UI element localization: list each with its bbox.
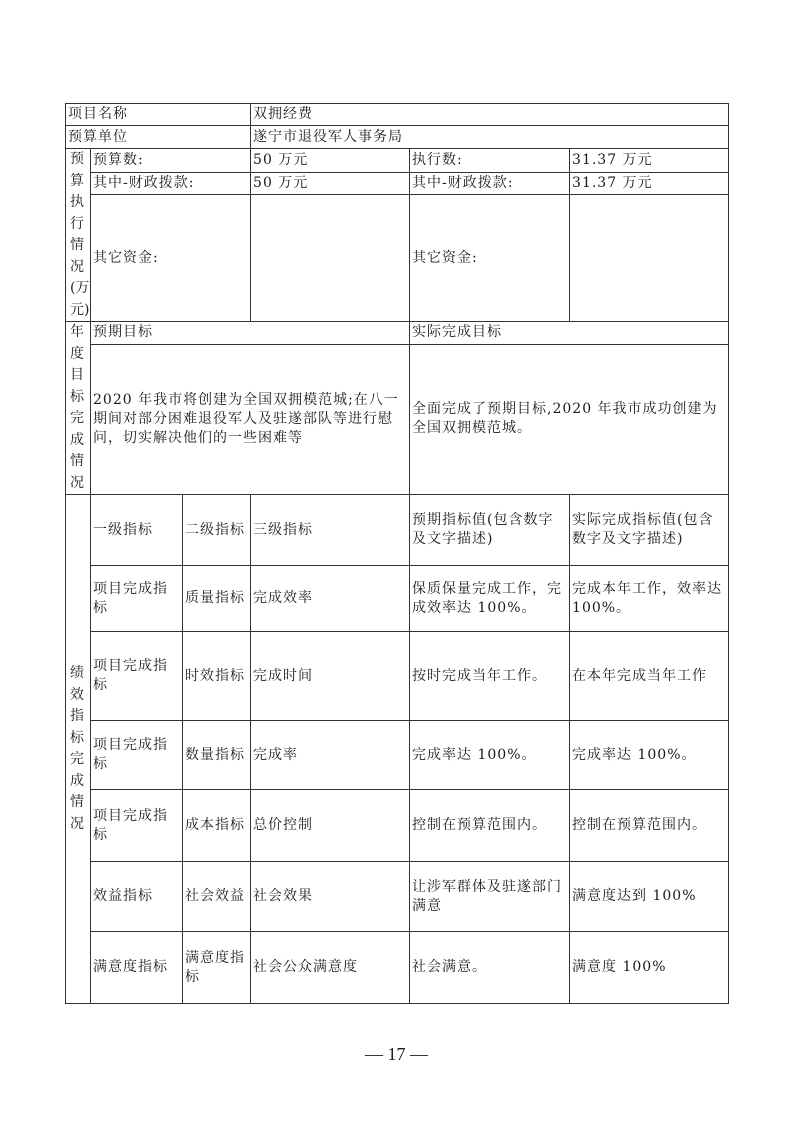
perf-actual: 满意度 100% [570,932,729,1004]
perf-level3: 总价控制 [251,790,410,862]
perf-level2: 时效指标 [183,632,251,721]
perf-level1: 项目完成指标 [91,790,183,862]
budget-value: 50 万元 [251,149,410,173]
perf-level1: 项目完成指标 [91,721,183,790]
perf-level1: 效益指标 [91,862,183,932]
budget-label: 预算数: [91,149,251,173]
perf-row [66,790,729,862]
perf-actual: 完成率达 100%。 [570,721,729,790]
goal-actual-label: 实际完成目标 [410,322,729,345]
perf-expected: 按时完成当年工作。 [410,632,570,721]
budget-value: 50 万元 [251,172,410,195]
perf-level3: 完成率 [251,721,410,790]
goal-header-row [66,322,729,345]
budget-unit-label: 预算单位 [66,126,251,149]
perf-row [66,632,729,721]
perf-level2: 数量指标 [183,721,251,790]
budget-row [66,149,729,173]
perf-actual: 控制在预算范围内。 [570,790,729,862]
perf-row [66,862,729,932]
budget-row [66,195,729,322]
goal-text-row [66,344,729,494]
executed-value [570,195,729,322]
executed-value: 31.37 万元 [570,149,729,173]
perf-level1: 满意度指标 [91,932,183,1004]
perf-header-level2: 二级指标 [183,495,251,566]
budget-row [66,172,729,195]
perf-header-actual: 实际完成指标值(包含数字及文字描述) [570,495,729,566]
performance-table [65,103,729,1004]
goal-actual-text: 全面完成了预期目标,2020 年我市成功创建为全国双拥模范城。 [410,344,729,494]
perf-section-label: 绩效指标完成情况 [66,495,91,1004]
perf-expected: 保质保量完成工作，完成效率达 100%。 [410,566,570,632]
goal-expected-text: 2020 年我市将创建为全国双拥模范城;在八一期间对部分困难退役军人及驻遂部队等进行慰问，切实解决他们的一些困难等 [91,344,410,494]
perf-header-level3: 三级指标 [251,495,410,566]
budget-unit-value: 遂宁市退役军人事务局 [251,126,729,149]
project-name-value: 双拥经费 [251,104,729,126]
perf-row [66,721,729,790]
perf-level2: 质量指标 [183,566,251,632]
perf-level3: 社会公众满意度 [251,932,410,1004]
budget-label: 其中-财政拨款: [91,172,251,195]
perf-level2: 成本指标 [183,790,251,862]
perf-level1: 项目完成指标 [91,566,183,632]
perf-level3: 完成效率 [251,566,410,632]
executed-label: 执行数: [410,149,570,173]
project-name-row [66,104,729,126]
budget-value [251,195,410,322]
perf-header-expected: 预期指标值(包含数字及文字描述) [410,495,570,566]
page-number: — 17 — [365,1044,428,1064]
perf-expected: 社会满意。 [410,932,570,1004]
perf-header-row [66,495,729,566]
perf-expected: 完成率达 100%。 [410,721,570,790]
budget-section-label: 预算执行情况(万元) [66,149,91,322]
perf-level3: 完成时间 [251,632,410,721]
perf-expected: 让涉军群体及驻遂部门满意 [410,862,570,932]
perf-level2: 满意度指标 [183,932,251,1004]
budget-label: 其它资金: [91,195,251,322]
executed-label: 其中-财政拨款: [410,172,570,195]
perf-level2: 社会效益 [183,862,251,932]
perf-actual: 满意度达到 100% [570,862,729,932]
perf-row [66,932,729,1004]
perf-row [66,566,729,632]
executed-value: 31.37 万元 [570,172,729,195]
goal-section-label: 年度目标完成情况 [66,322,91,495]
perf-expected: 控制在预算范围内。 [410,790,570,862]
perf-level3: 社会效果 [251,862,410,932]
project-name-label: 项目名称 [66,104,251,126]
perf-level1: 项目完成指标 [91,632,183,721]
executed-label: 其它资金: [410,195,570,322]
budget-unit-row [66,126,729,149]
perf-actual: 在本年完成当年工作 [570,632,729,721]
goal-expected-label: 预期目标 [91,322,410,345]
perf-header-level1: 一级指标 [91,495,183,566]
perf-actual: 完成本年工作，效率达 100%。 [570,566,729,632]
